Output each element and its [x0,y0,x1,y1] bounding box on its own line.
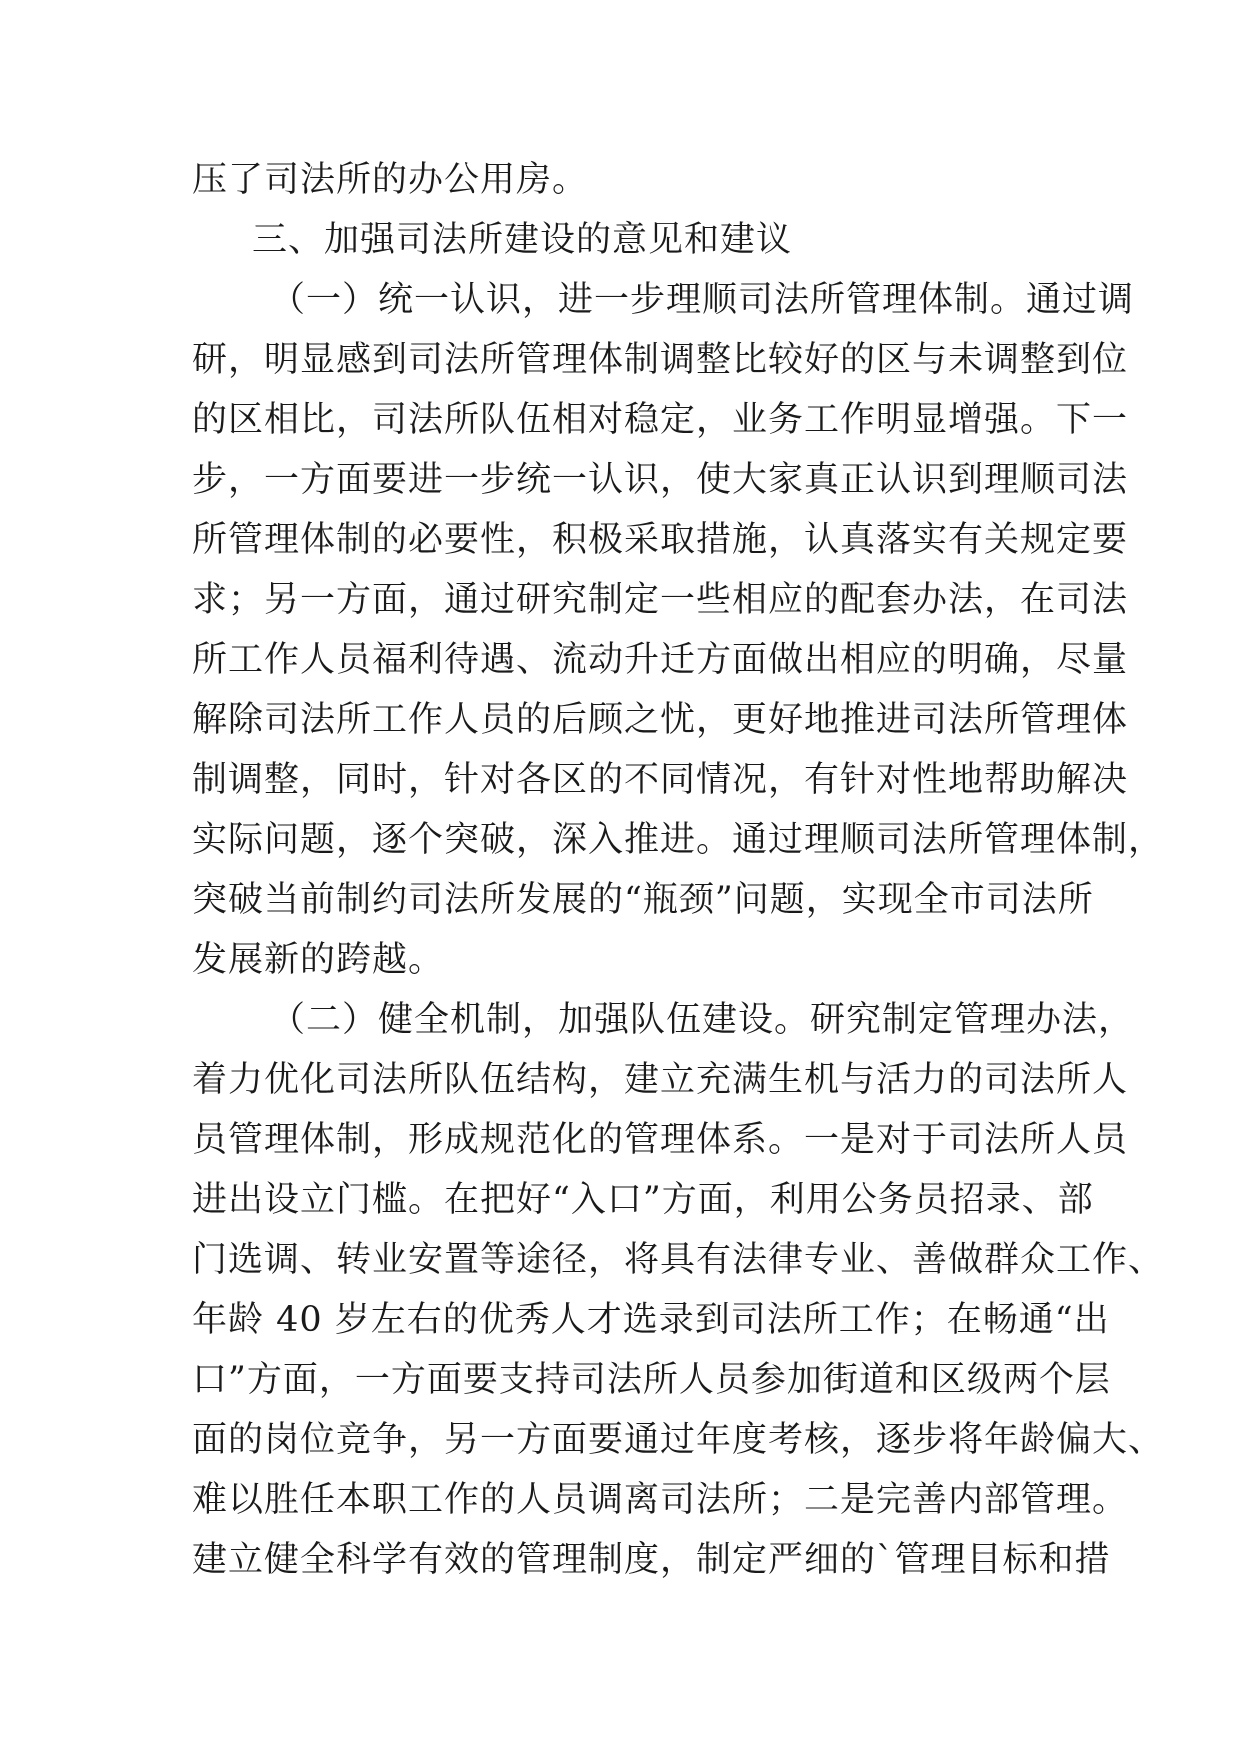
text-line: 制调整，同时，针对各区的不同情况，有针对性地帮助解决 [192,760,1129,800]
text-line: 所管理体制的必要性，积极采取措施，认真落实有关规定要 [192,520,1129,560]
text-line: 着力优化司法所队伍结构，建立充满生机与活力的司法所人 [192,1060,1129,1100]
section-heading: 三、加强司法所建设的意见和建议 [252,220,793,260]
text-line: 口”方面，一方面要支持司法所人员参加街道和区级两个层 [192,1360,1111,1400]
text-line: 求；另一方面，通过研究制定一些相应的配套办法，在司法 [192,580,1129,620]
text-line: 所工作人员福利待遇、流动升迁方面做出相应的明确，尽量 [192,640,1129,680]
text-line: 进出设立门槛。在把好“入口”方面，利用公务员招录、部 [192,1180,1094,1220]
text-line: 建立健全科学有效的管理制度，制定严细的`管理目标和措 [192,1540,1111,1580]
text-line: 研，明显感到司法所管理体制调整比较好的区与未调整到位 [192,340,1129,380]
text-line: 难以胜任本职工作的人员调离司法所；二是完善内部管理。 [192,1480,1129,1520]
text-line: 发展新的跨越。 [192,940,445,980]
text-line: 步，一方面要进一步统一认识，使大家真正认识到理顺司法 [192,460,1129,500]
text-line: 年龄 40 岁左右的优秀人才选录到司法所工作；在畅通“出 [192,1300,1110,1340]
text-line: 解除司法所工作人员的后顾之忧，更好地推进司法所管理体 [192,700,1129,740]
text-line: 员管理体制，形成规范化的管理体系。一是对于司法所人员 [192,1120,1129,1160]
body-text [192,150,1165,1590]
text-line: 压了司法所的办公用房。 [192,160,589,200]
text-line: 的区相比，司法所队伍相对稳定，业务工作明显增强。下一 [192,400,1129,440]
paragraph-heading-line: （二）健全机制，加强队伍建设。研究制定管理办法， [270,1000,1135,1040]
text-line: 门选调、转业安置等途径，将具有法律专业、善做群众工作、 [192,1240,1165,1280]
text-line: 实际问题，逐个突破，深入推进。通过理顺司法所管理体制， [192,820,1165,860]
text-line: 面的岗位竞争，另一方面要通过年度考核，逐步将年龄偏大、 [192,1420,1165,1460]
text-line: 突破当前制约司法所发展的“瓶颈”问题，实现全市司法所 [192,880,1094,920]
paragraph-heading-line: （一）统一认识，进一步理顺司法所管理体制。通过调 [270,280,1135,320]
